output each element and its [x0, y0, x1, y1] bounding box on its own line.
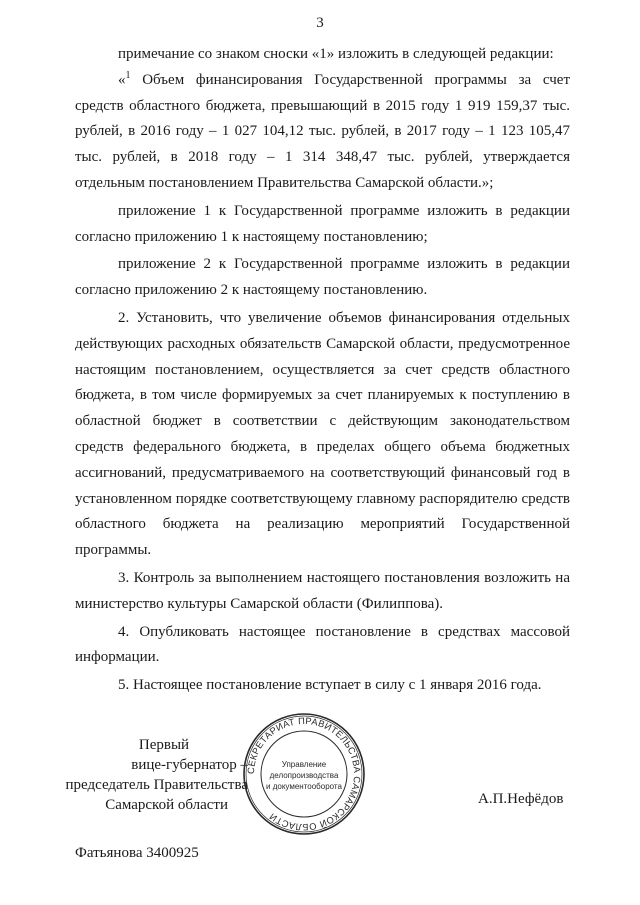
- paragraph-item-4: [75, 620, 570, 672]
- signature-name: А.П.Нефёдов: [478, 791, 564, 807]
- paragraph-appendix-2: [75, 252, 570, 304]
- paragraph-text: примечание со знаком сноски «1» изложить в следующей редакции:: [118, 46, 554, 62]
- paragraph-text: приложение 2 к Государственной программе изложить в редакции согласно приложению 2 к настоящему постановлению.: [75, 256, 570, 299]
- open-quote: «: [118, 71, 126, 88]
- paragraph-text: 5. Настоящее постановление вступает в силу с 1 января 2016 года.: [118, 677, 542, 694]
- paragraph-item-5: [75, 673, 570, 699]
- signer-line-3: председатель Правительства: [65, 777, 248, 793]
- paragraph-item-2: [75, 306, 570, 564]
- signer-line-4: Самарской области: [105, 797, 228, 813]
- stamp-line-1: Управление: [281, 760, 327, 769]
- executor-contact: Фатьянова 3400925: [75, 845, 199, 861]
- signer-line-1: Первый: [138, 737, 190, 753]
- footnote-mark: 1: [125, 69, 131, 81]
- paragraph-item-3: [75, 566, 570, 618]
- page-number: 3: [316, 15, 324, 31]
- official-stamp: [242, 712, 366, 836]
- stamp-ring-text: СЕКРЕТАРИАТ ПРАВИТЕЛЬСТВА САМАРСКОЙ ОБЛАСТИ: [245, 715, 363, 833]
- paragraph-appendix-1: [75, 199, 570, 251]
- stamp-line-3: и документооборота: [266, 782, 342, 791]
- signer-title: [60, 735, 248, 815]
- paragraph-footnote-note: [75, 42, 570, 68]
- paragraph-text: 3. Контроль за выполнением настоящего постановления возложить на министерство культуры Самарской области (Филиппова).: [75, 569, 570, 612]
- paragraph-financing-footnote: [75, 68, 570, 197]
- paragraph-text: приложение 1 к Государственной программе изложить в редакции согласно приложению 1 к настоящему постановлению;: [75, 202, 570, 245]
- document-body: [75, 42, 570, 699]
- paragraph-text: Объем финансирования Государственной программы за счет средств областного бюджета, превышающий в 2015 году 1 919 159,37 тыс. рублей, в 2016 году – 1 027 104,12 тыс. рублей, в 2017 году – 1 123 105,47 тыс. рублей, в 2018 году – 1 314 348,47 тыс. рублей, утверждается отдельным постановлением Правительства Самарской области.»;: [75, 71, 570, 191]
- signer-line-2: вице-губернатор –: [131, 757, 248, 773]
- stamp-line-2: делопроизводства: [269, 771, 339, 780]
- paragraph-text: 4. Опубликовать настоящее постановление в средствах массовой информации.: [75, 623, 570, 666]
- paragraph-text: 2. Установить, что увеличение объемов финансирования отдельных действующих расходных обязательств Самарской области, предусмотренное настоящим постановлением, осуществляется за счет средств областного бюджета, в том числе формируемых за счет планируемых к поступлению в областной бюджет в соответствии с действующим законодательством средств федерального бюджета, в пределах общего объема бюджетных ассигнований, предусматриваемого на соответствующий финансовый год в установленном порядке соответствующему главному распорядителю средств областного бюджета на реализацию мероприятий Государственной программы.: [75, 309, 570, 559]
